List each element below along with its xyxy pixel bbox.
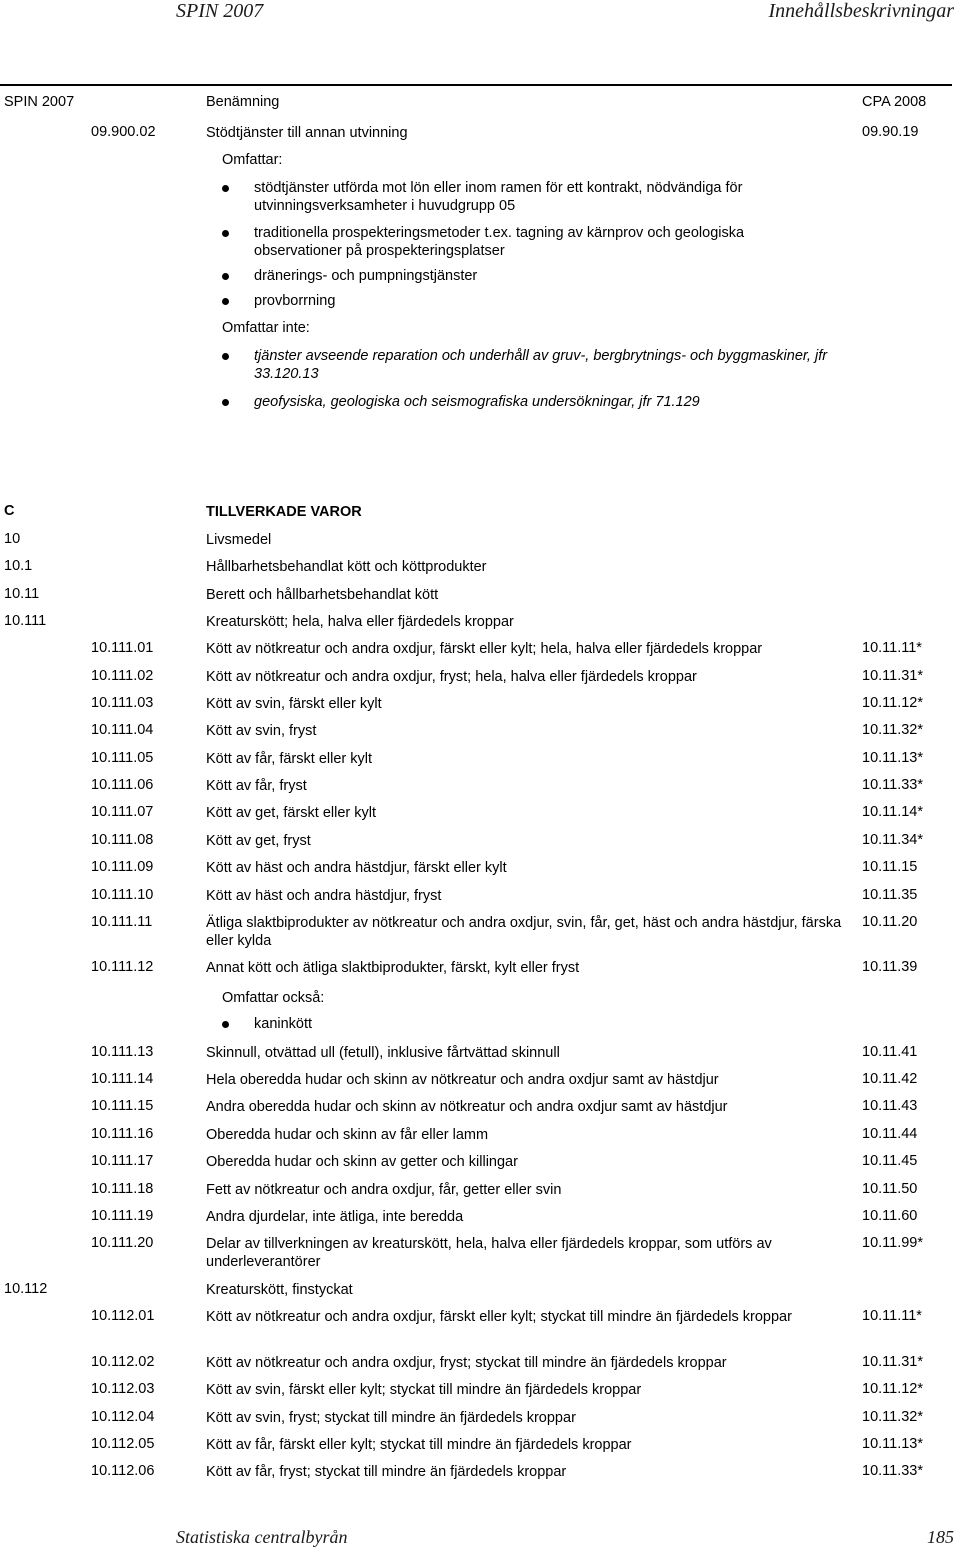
item-description: Andra djurdelar, inte ätliga, inte beredda	[206, 1209, 464, 1225]
item-code: 10.111.14	[91, 1071, 154, 1087]
item-cpa: 10.11.35	[862, 887, 918, 903]
item-code: 10.111.04	[91, 722, 154, 738]
item-code: 10.111.01	[91, 640, 154, 656]
item-code: 10.112.02	[91, 1354, 155, 1370]
excludes-item-text: geofysiska, geologiska och seismografiska undersökningar, jfr 71.129	[254, 394, 700, 410]
item-description: Annat kött och ätliga slaktbiprodukter, färskt, kylt eller fryst	[206, 960, 580, 976]
item-cpa: 10.11.43	[862, 1098, 918, 1114]
item-cpa: 10.11.14*	[862, 804, 924, 820]
item-code: 10.111.06	[91, 777, 154, 793]
column-header-row	[0, 94, 960, 114]
item-description: Skinnull, otvättad ull (fetull), inklusive fårtvättad skinnull	[206, 1045, 560, 1061]
item-cpa: 10.11.15	[862, 859, 918, 875]
item-code: 10.111.08	[91, 832, 154, 848]
includes-item-text: traditionella prospekteringsmetoder t.ex. tagning av kärnprov och geologiska observationer på prospekteringsplatser	[254, 225, 745, 259]
item-code: 10.112.04	[91, 1409, 155, 1425]
entry-description: Stödtjänster till annan utvinning	[206, 125, 408, 141]
item-code: 10.111.18	[91, 1181, 154, 1197]
item-description: Kött av nötkreatur och andra oxdjur, färskt eller kylt; styckat till mindre än fjärdedels kroppar	[206, 1309, 792, 1325]
item-cpa: 10.11.41	[862, 1044, 918, 1060]
item-cpa: 10.11.33*	[862, 1463, 924, 1479]
group-description: Hållbarhetsbehandlat kött och köttprodukter	[206, 559, 487, 575]
item-code: 10.111.16	[91, 1126, 154, 1142]
item-description: Kött av häst och andra hästdjur, fryst	[206, 888, 442, 904]
bullet-icon	[222, 353, 229, 360]
item-cpa: 10.11.13*	[862, 750, 924, 766]
item-cpa: 10.11.44	[862, 1126, 918, 1142]
bullet-icon	[222, 185, 229, 192]
item-code: 10.111.11	[91, 914, 153, 930]
item-description: Kött av får, fryst	[206, 778, 307, 794]
group-code: 10.112	[4, 1281, 48, 1297]
item-code: 10.111.19	[91, 1208, 154, 1224]
item-cpa: 10.11.32*	[862, 722, 924, 738]
group-description: Kreaturskött; hela, halva eller fjärdedels kroppar	[206, 614, 514, 630]
item-cpa: 10.11.12*	[862, 1381, 924, 1397]
item-code: 10.111.03	[91, 695, 154, 711]
item-code: 10.111.10	[91, 887, 154, 903]
item-cpa: 10.11.12*	[862, 695, 924, 711]
includes-item-text: provborrning	[254, 293, 336, 309]
item-description: Kött av nötkreatur och andra oxdjur, färskt eller kylt; hela, halva eller fjärdedels kroppar	[206, 641, 763, 657]
footer-publisher: Statistiska centralbyrån	[176, 1527, 348, 1547]
item-code: 10.111.07	[91, 804, 154, 820]
group-code: 10.11	[4, 586, 40, 602]
group-code: 10.1	[4, 558, 33, 574]
item-cpa: 10.11.13*	[862, 1436, 924, 1452]
item-code: 10.111.15	[91, 1098, 154, 1114]
item-description: Kött av svin, färskt eller kylt	[206, 696, 382, 712]
item-code: 10.111.09	[91, 859, 154, 875]
bullet-icon	[222, 399, 229, 406]
item-code: 10.111.02	[91, 668, 154, 684]
item-description: Kött av svin, fryst; styckat till mindre än fjärdedels kroppar	[206, 1410, 576, 1426]
item-code: 10.111.20	[91, 1235, 154, 1251]
bullet-icon	[222, 273, 229, 280]
item-description: Kött av svin, fryst	[206, 723, 317, 739]
item-cpa: 10.11.31*	[862, 668, 924, 684]
item-cpa: 10.11.42	[862, 1071, 918, 1087]
excludes-label: Omfattar inte:	[222, 320, 310, 336]
item-description: Kött av nötkreatur och andra oxdjur, fryst; styckat till mindre än fjärdedels kroppar	[206, 1355, 727, 1371]
includes-label: Omfattar:	[222, 152, 283, 168]
running-header-title: SPIN 2007	[176, 0, 264, 22]
entry-code: 09.900.02	[91, 124, 156, 140]
item-cpa: 10.11.11*	[862, 640, 922, 656]
also-includes-item-text: kaninkött	[254, 1016, 313, 1032]
includes-item-text: stödtjänster utförda mot lön eller inom ramen för ett kontrakt, nödvändiga för utvinningsverksamheter i huvudgrupp 05	[254, 180, 743, 214]
item-cpa: 10.11.31*	[862, 1354, 924, 1370]
also-includes-label: Omfattar också:	[222, 990, 325, 1006]
item-description: Kött av får, fryst; styckat till mindre än fjärdedels kroppar	[206, 1464, 567, 1480]
entry-cpa: 09.90.19	[862, 124, 919, 140]
running-header-section: Innehållsbeskrivningar	[768, 0, 954, 22]
includes-item-text: dränerings- och pumpningstjänster	[254, 268, 478, 284]
item-description: Delar av tillverkningen av kreaturskött, hela, halva eller fjärdedels kroppar, som utförs av underleverantörer	[206, 1236, 772, 1270]
group-description: Kreaturskött, finstyckat	[206, 1282, 353, 1298]
bullet-icon	[222, 298, 229, 305]
group-description: Livsmedel	[206, 532, 272, 548]
item-code: 10.112.03	[91, 1381, 155, 1397]
item-description: Kött av nötkreatur och andra oxdjur, fryst; hela, halva eller fjärdedels kroppar	[206, 669, 697, 685]
item-cpa: 10.11.32*	[862, 1409, 924, 1425]
item-code: 10.111.12	[91, 959, 154, 975]
item-description: Oberedda hudar och skinn av getter och killingar	[206, 1154, 518, 1170]
item-description: Hela oberedda hudar och skinn av nötkreatur och andra oxdjur samt av hästdjur	[206, 1072, 719, 1088]
item-code: 10.111.05	[91, 750, 154, 766]
item-description: Ätliga slaktbiprodukter av nötkreatur och andra oxdjur, svin, får, get, häst och andra hästdjur, färska eller kylda	[206, 915, 842, 949]
item-cpa: 10.11.20	[862, 914, 918, 930]
page-number: 185	[927, 1527, 954, 1547]
item-cpa: 10.11.11*	[862, 1308, 922, 1324]
column-header-cpa: CPA 2008	[862, 94, 927, 110]
item-description: Oberedda hudar och skinn av får eller lamm	[206, 1127, 489, 1143]
item-description: Kött av häst och andra hästdjur, färskt eller kylt	[206, 860, 507, 876]
item-code: 10.111.13	[91, 1044, 154, 1060]
item-description: Kött av får, färskt eller kylt; styckat till mindre än fjärdedels kroppar	[206, 1437, 632, 1453]
item-cpa: 10.11.39	[862, 959, 918, 975]
item-code: 10.112.01	[91, 1308, 155, 1324]
header-rule	[0, 84, 952, 86]
item-cpa: 10.11.33*	[862, 777, 924, 793]
column-header-name: Benämning	[206, 94, 280, 110]
item-code: 10.112.06	[91, 1463, 155, 1479]
section-title: TILLVERKADE VAROR	[206, 504, 362, 520]
item-description: Fett av nötkreatur och andra oxdjur, får, getter eller svin	[206, 1182, 562, 1198]
item-code: 10.112.05	[91, 1436, 155, 1452]
section-code: C	[4, 503, 15, 519]
item-description: Andra oberedda hudar och skinn av nötkreatur och andra oxdjur samt av hästdjur	[206, 1099, 728, 1115]
group-description: Berett och hållbarhetsbehandlat kött	[206, 587, 439, 603]
column-header-spin: SPIN 2007	[4, 94, 75, 110]
item-cpa: 10.11.99*	[862, 1235, 924, 1251]
item-description: Kött av get, fryst	[206, 833, 311, 849]
item-description: Kött av get, färskt eller kylt	[206, 805, 377, 821]
item-cpa: 10.11.45	[862, 1153, 918, 1169]
item-description: Kött av får, färskt eller kylt	[206, 751, 372, 767]
item-cpa: 10.11.50	[862, 1181, 918, 1197]
group-code: 10.111	[4, 613, 47, 629]
group-code: 10	[4, 531, 21, 547]
bullet-icon	[222, 1021, 229, 1028]
item-code: 10.111.17	[91, 1153, 154, 1169]
item-description: Kött av svin, färskt eller kylt; styckat till mindre än fjärdedels kroppar	[206, 1382, 642, 1398]
bullet-icon	[222, 230, 229, 237]
excludes-item-text: tjänster avseende reparation och underhåll av gruv-, bergbrytnings- och byggmaskiner, jfr 33.120.13	[254, 348, 828, 382]
item-cpa: 10.11.34*	[862, 832, 924, 848]
item-cpa: 10.11.60	[862, 1208, 918, 1224]
